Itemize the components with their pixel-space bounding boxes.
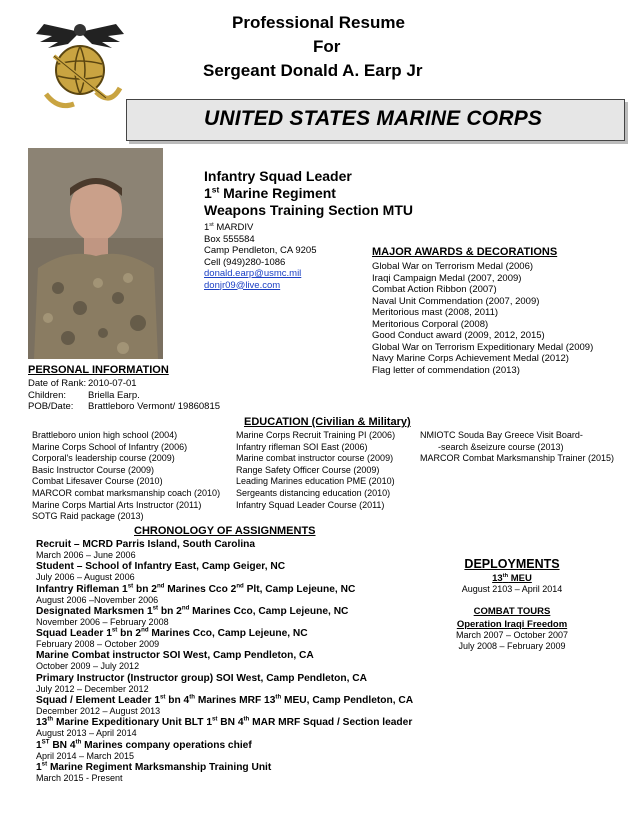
assignment-dates: October 2009 – July 2012: [36, 661, 140, 672]
education-item: SOTG Raid package (2013): [32, 511, 144, 522]
personal-row: [28, 401, 220, 413]
education-item: NMIOTC Souda Bay Greece Visit Board-: [420, 430, 583, 440]
education-item: Leading Marines education PME (2010): [236, 476, 395, 487]
award-item: Naval Unit Commendation (2007, 2009): [372, 295, 540, 307]
chronology-heading: CHRONOLOGY OF ASSIGNMENTS: [134, 525, 316, 537]
assignment-dates: November 2006 – February 2008: [36, 616, 169, 627]
deployment-meu: 13th MEU: [492, 572, 532, 584]
resume-heading: Professional Resume: [232, 13, 405, 32]
education-heading: EDUCATION (Civilian & Military): [244, 416, 411, 428]
education-col-1: [32, 430, 220, 523]
contact-mardiv: 1st MARDIV: [204, 221, 254, 233]
assignment-title: Marine Combat instructor SOI West, Camp Pendleton, CA: [36, 650, 314, 662]
job-regiment: 1st Marine Regiment: [204, 184, 336, 201]
assignment-title: Designated Marksmen 1st bn 2nd Marines Cco, Camp Lejeune, NC: [36, 604, 349, 617]
assignment-dates: July 2006 – August 2006: [36, 572, 135, 583]
personal-label: Date of Rank:: [28, 378, 87, 389]
assignment-title: Infantry Rifleman 1st bn 2nd Marines Cco 2nd Plt, Camp Lejeune, NC: [36, 582, 356, 595]
personal-label: Children:: [28, 389, 67, 401]
education-item: -search &seizure course (2013): [438, 441, 564, 452]
education-item: Marine Corps Recruit Training PI (2006): [236, 430, 396, 440]
education-item: Marine Corps School of Infantry (2006): [32, 441, 188, 452]
education-item: Corporal's leadership course (2009): [32, 453, 175, 464]
assignment-title: Primary Instructor (Instructor group) SOI West, Camp Pendleton, CA: [36, 672, 367, 684]
usmc-emblem-icon: [34, 14, 126, 114]
operation-name: Operation Iraqi Freedom: [456, 619, 568, 630]
assignment-title: Recruit – MCRD Parris Island, South Carolina: [36, 539, 256, 550]
award-item: Global War on Terrorism Medal (2006): [372, 261, 534, 272]
personal-value: Brattleboro Vermont/ 19860815: [88, 401, 221, 412]
education-item: Marine combat instructor course (2009): [236, 453, 394, 464]
assignment-dates: March 2006 – June 2006: [36, 550, 136, 560]
chronology-list: [36, 539, 413, 784]
deployment-meu-dates: August 2103 – April 2014: [461, 584, 563, 594]
education-item: Brattleboro union high school (2004): [32, 430, 178, 440]
banner-title: UNITED STATES MARINE CORPS: [204, 107, 543, 130]
award-item: Good Conduct award (2009, 2012, 2015): [372, 330, 545, 341]
resume-heading-for: For: [313, 37, 341, 56]
email-link-1[interactable]: donald.earp@usmc.mil: [204, 268, 302, 279]
assignment-dates: April 2014 – March 2015: [36, 750, 135, 761]
personal-info: [28, 378, 220, 413]
education-col-3: [420, 430, 614, 465]
education-item: Sergeants distancing education (2010): [236, 487, 391, 498]
award-item: Iraqi Campaign Medal (2007, 2009): [372, 272, 522, 284]
award-item: Flag letter of commendation (2013): [372, 364, 520, 376]
education-col-2: [236, 430, 395, 511]
portrait-photo: [28, 148, 163, 359]
award-item: Meritorious mast (2008, 2011): [372, 307, 499, 318]
assignment-title: Squad Leader 1st bn 2nd Marines Cco, Camp Lejeune, NC: [36, 626, 308, 640]
awards-list: [372, 261, 593, 376]
contact-city: Camp Pendleton, CA 9205: [204, 245, 317, 256]
personal-value: 2010-07-01: [88, 378, 137, 389]
award-item: Meritorious Corporal (2008): [372, 318, 489, 330]
contact-cell: Cell (949)280-1086: [204, 256, 286, 268]
combat-tours-heading: COMBAT TOURS: [473, 606, 551, 617]
personal-row: [28, 378, 220, 390]
contact-block: [204, 222, 317, 291]
assignment-title: 1ST BN 4th Marines company operations chief: [36, 738, 252, 751]
education-item: Marine Corps Martial Arts Instructor (2011): [32, 499, 202, 510]
education-item: Basic Instructor Course (2009): [32, 464, 155, 475]
combat-tour-dates: [432, 630, 592, 652]
assignment-title: 1st Marine Regiment Marksmanship Training Unit: [36, 760, 272, 773]
assignment-title: Student – School of Infantry East, Camp Geiger, NC: [36, 561, 286, 573]
personal-row: [28, 390, 220, 402]
assignment-title: Squad / Element Leader 1st bn 4th Marines MRF 13th MEU, Camp Pendleton, CA: [36, 693, 414, 707]
assignment-dates: December 2012 – August 2013: [36, 706, 161, 717]
assignment-dates: August 2006 –November 2006: [36, 594, 159, 605]
assignment-dates: August 2013 – April 2014: [36, 728, 137, 739]
assignment-dates: March 2015 - Present: [36, 772, 123, 783]
assignment-dates: February 2008 – October 2009: [36, 639, 160, 650]
award-item: Navy Marine Corps Achievement Medal (2012): [372, 353, 569, 364]
assignment-title: 13th Marine Expeditionary Unit BLT 1st BN 4th MAR MRF Squad / Section leader: [36, 715, 413, 729]
deployments-heading: DEPLOYMENTS: [464, 557, 560, 571]
job-section: Weapons Training Section MTU: [204, 202, 413, 218]
assignment-dates: July 2012 – December 2012: [36, 683, 149, 694]
combat-tour-item: July 2008 – February 2009: [458, 641, 566, 651]
contact-box: Box 555584: [204, 233, 255, 245]
combat-tour-item: March 2007 – October 2007: [455, 630, 569, 640]
education-item: Combat Lifesaver Course (2010): [32, 476, 163, 487]
award-item: Combat Action Ribbon (2007): [372, 284, 497, 295]
personal-label: POB/Date:: [28, 401, 74, 412]
education-item: Infantry rifleman SOI East (2006): [236, 441, 368, 452]
education-item: Range Safety Officer Course (2009): [236, 464, 380, 475]
email-link-2[interactable]: donjr09@live.com: [204, 279, 281, 291]
education-item: Infantry Squad Leader Course (2011): [236, 499, 385, 510]
personal-value: Briella Earp.: [88, 389, 140, 401]
personal-heading: PERSONAL INFORMATION: [28, 364, 169, 376]
education-item: MARCOR Combat Marksmanship Trainer (2015): [420, 453, 615, 464]
awards-heading: MAJOR AWARDS & DECORATIONS: [372, 246, 558, 258]
education-item: MARCOR combat marksmanship coach (2010): [32, 487, 221, 498]
award-item: Global War on Terrorism Expeditionary Medal (2009): [372, 341, 594, 353]
job-title: Infantry Squad Leader: [204, 168, 352, 184]
resume-name: Sergeant Donald A. Earp Jr: [203, 61, 423, 80]
deployments-block: [432, 557, 592, 652]
